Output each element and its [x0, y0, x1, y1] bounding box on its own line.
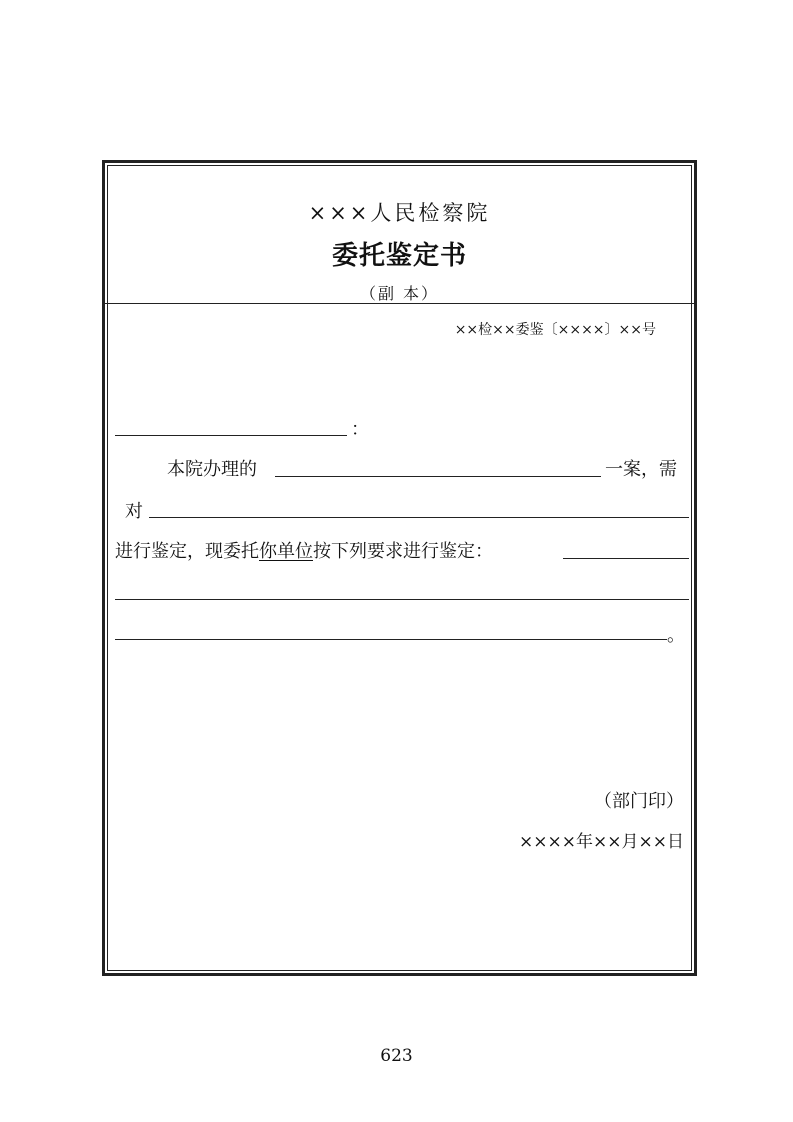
request-text-part2: 按下列要求进行鉴定：	[313, 541, 493, 562]
case-line-suffix: 一案，需	[605, 459, 677, 480]
issue-date: ××××年××月××日	[519, 832, 684, 852]
subject-blank	[149, 517, 689, 518]
addressee-blank	[115, 435, 347, 436]
header-divider	[105, 303, 694, 304]
copy-label: （副 本）	[359, 284, 440, 303]
closing-period: 。	[667, 625, 685, 646]
request-text	[115, 537, 493, 563]
case-line-prefix: 本院办理的	[167, 459, 257, 480]
document-number: ××检××委鉴〔××××〕××号	[454, 322, 656, 338]
case-name-blank	[275, 476, 601, 477]
document-title: 委托鉴定书	[331, 241, 467, 271]
subject-line-prefix: 对	[125, 501, 143, 522]
organization-name: ×××人民检察院	[308, 201, 491, 225]
requirements-blank-3	[115, 639, 667, 640]
department-seal: （部门印）	[594, 791, 684, 812]
document-frame	[102, 160, 697, 976]
requirements-blank-2	[115, 599, 689, 600]
request-text-part1: 进行鉴定，现委托	[115, 541, 259, 562]
requirements-blank-1	[563, 558, 689, 559]
addressee-colon: ：	[351, 419, 369, 440]
page-number: 623	[380, 1046, 413, 1066]
your-unit-text: 你单位	[259, 541, 313, 562]
